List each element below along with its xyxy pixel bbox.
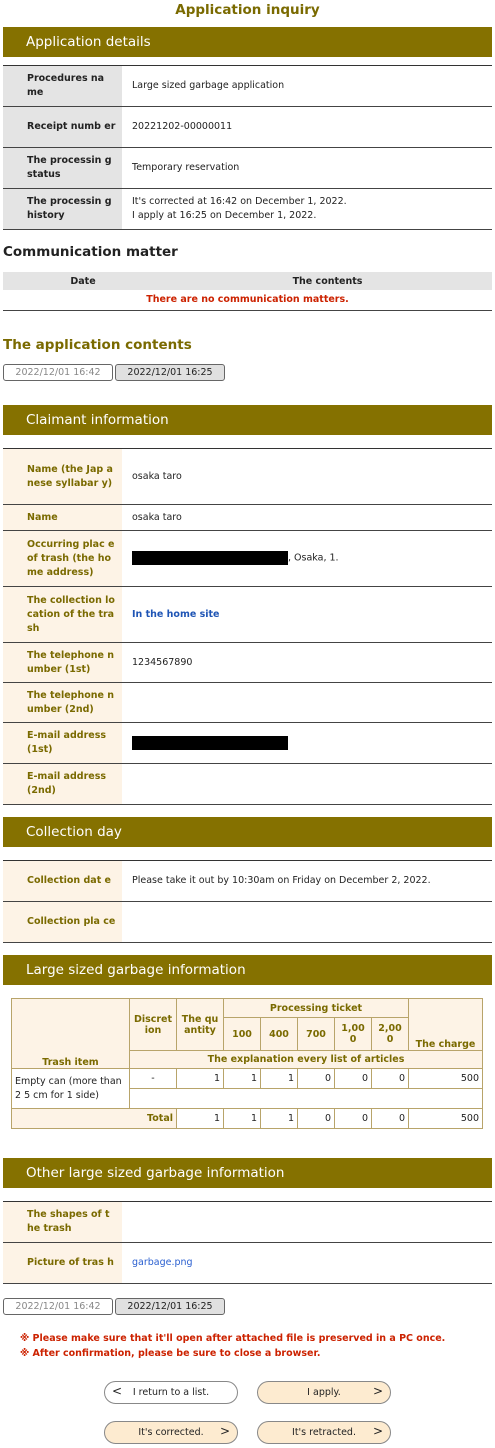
communication-table [3,272,492,311]
email2-value [122,764,492,805]
tel1-label: The telephone number (1st) [3,643,122,683]
collection-location-label: The collection location of the trash [3,587,122,643]
header-discretion: Discret ion [130,999,177,1051]
retract-label: It's retracted. [292,1427,356,1438]
notes [20,1331,445,1361]
retract-button[interactable] [257,1421,391,1444]
application-details-header: Application details [3,27,492,57]
correct-button[interactable] [104,1421,238,1444]
trash-place-suffix: , Osaka, 1. [288,552,339,564]
name-kana-label: Name (the Jap anese syllabar y) [3,449,122,505]
chevron-right-icon: > [219,1424,230,1438]
large-garbage-info-header: Large sized garbage information [3,955,492,985]
header-ticket-1000: 1,00 0 [335,1018,372,1051]
collection-date-label: Collection dat e [3,861,122,902]
row-charge: 500 [409,1069,483,1089]
total-quantity: 1 [177,1109,224,1129]
claimant-information-header: Claimant information [3,405,492,435]
version-tab-1625[interactable]: 2022/12/01 16:25 [115,364,225,381]
apply-button[interactable] [257,1381,391,1404]
processing-history-value [122,189,492,230]
total-ticket-700: 0 [298,1109,335,1129]
collection-date-value: Please take it out by 10:30am on Friday on December 2, 2022. [122,861,492,902]
total-charge: 500 [409,1109,483,1129]
other-garbage-info-header: Other large sized garbage information [3,1158,492,1188]
receipt-number-label: Receipt numb er [3,107,122,148]
trash-place-value [122,531,492,587]
name-label: Name [3,505,122,531]
total-ticket-100: 1 [224,1109,261,1129]
correct-label: It's corrected. [138,1427,204,1438]
header-quantity: The qu antity [177,999,224,1051]
receipt-number-value: 20221202-00000011 [122,107,492,148]
version-tab-1625-bottom[interactable]: 2022/12/01 16:25 [115,1298,225,1315]
application-details-table [3,65,492,230]
picture-file-link[interactable]: garbage.png [132,1257,193,1268]
other-garbage-table [3,1201,492,1284]
header-ticket-400: 400 [261,1018,298,1051]
row-quantity: 1 [177,1069,224,1089]
return-to-list-button[interactable] [104,1381,238,1404]
row-ticket-1000: 0 [335,1069,372,1089]
comm-col-contents: The contents [163,272,492,290]
row-ticket-100: 1 [224,1069,261,1089]
collection-place-value [122,902,492,943]
total-ticket-2000: 0 [372,1109,409,1129]
collection-place-label: Collection pla ce [3,902,122,943]
row-ticket-700: 0 [298,1069,335,1089]
header-explanation: The explanation every list of articles [130,1051,483,1069]
row-explanation [130,1089,483,1109]
tel2-value [122,683,492,723]
garbage-table [11,998,483,1129]
header-ticket-2000: 2,00 0 [372,1018,409,1051]
procedures-name-label: Procedures na me [3,66,122,107]
redacted-email [132,736,288,750]
email2-label: E-mail address (2nd) [3,764,122,805]
collection-day-table [3,860,492,943]
page-title: Application inquiry [175,2,320,18]
version-tab-1642-bottom[interactable]: 2022/12/01 16:42 [3,1298,113,1315]
history-line-2: I apply at 16:25 on December 1, 2022. [132,210,317,221]
header-processing-ticket: Processing ticket [224,999,409,1018]
history-line-1: It's corrected at 16:42 on December 1, 2022. [132,196,347,207]
email1-label: E-mail address (1st) [3,723,122,764]
apply-label: I apply. [307,1387,341,1398]
return-to-list-label: I return to a list. [132,1387,210,1398]
claimant-table [3,448,492,805]
name-kana-value: osaka taro [122,449,492,505]
comm-empty-message: There are no communication matters. [3,290,492,310]
tel2-label: The telephone number (2nd) [3,683,122,723]
row-discretion: - [130,1069,177,1089]
procedures-name-value: Large sized garbage application [122,66,492,107]
shapes-label: The shapes of the trash [3,1202,122,1243]
collection-day-header: Collection day [3,817,492,847]
redacted-address [132,551,288,565]
chevron-left-icon: < [112,1384,123,1398]
email1-value [122,723,492,764]
header-ticket-700: 700 [298,1018,335,1051]
shapes-value [122,1202,492,1243]
chevron-right-icon: > [372,1384,383,1398]
name-value: osaka taro [122,505,492,531]
processing-status-value: Temporary reservation [122,148,492,189]
chevron-right-icon: > [372,1424,383,1438]
row-ticket-2000: 0 [372,1069,409,1089]
processing-history-label: The processin g history [3,189,122,230]
total-ticket-1000: 0 [335,1109,372,1129]
header-ticket-100: 100 [224,1018,261,1051]
communication-matter-heading: Communication matter [3,244,178,260]
header-charge: The charge [409,999,483,1051]
collection-location-value: In the home site [122,587,492,643]
total-label: Total [12,1109,177,1129]
tel1-value: 1234567890 [122,643,492,683]
row-ticket-400: 1 [261,1069,298,1089]
picture-label: Picture of tras h [3,1243,122,1284]
total-ticket-400: 1 [261,1109,298,1129]
application-contents-heading: The application contents [3,337,192,353]
row-trash-item: Empty can (more than 2 5 cm for 1 side) [12,1069,130,1109]
note-close-browser: ※ After confirmation, please be sure to close a browser. [20,1348,321,1359]
header-trash-item: Trash item [12,999,130,1069]
comm-col-date: Date [3,272,163,290]
version-tab-1642[interactable]: 2022/12/01 16:42 [3,364,113,381]
note-attached-file: ※ Please make sure that it'll open after attached file is preserved in a PC once. [20,1333,446,1344]
trash-place-label: Occurring plac e of trash (the home address) [3,531,122,587]
processing-status-label: The processin g status [3,148,122,189]
